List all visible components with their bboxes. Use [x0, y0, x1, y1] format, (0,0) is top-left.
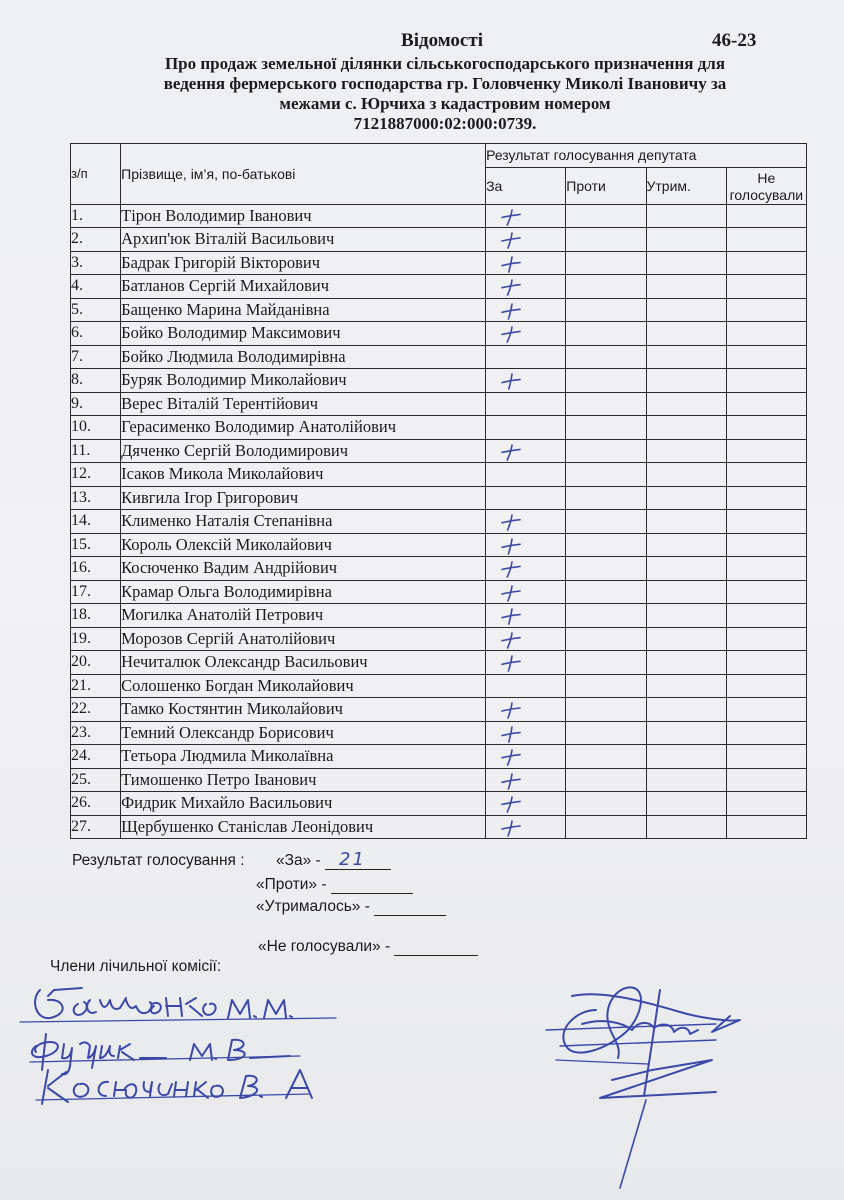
row-number: 17.	[71, 580, 121, 604]
row-number: 15.	[71, 533, 121, 557]
row-number: 22.	[71, 698, 121, 722]
column-header-name: Прізвище, ім’я, по-батькові	[121, 144, 486, 205]
summary-for-value: 21	[339, 849, 366, 870]
deputy-name: Бойко Володимир Максимович	[121, 322, 486, 346]
row-number: 20.	[71, 651, 121, 675]
row-number: 18.	[71, 604, 121, 628]
row-number: 21.	[71, 674, 121, 698]
row-number: 1.	[71, 204, 121, 228]
deputy-name: Клименко Наталія Степанівна	[121, 510, 486, 534]
row-number: 27.	[71, 815, 121, 839]
deputy-name: Тимошенко Петро Іванович	[121, 768, 486, 792]
row-number: 6.	[71, 322, 121, 346]
row-number: 25.	[71, 768, 121, 792]
column-header-abstain: Утрим.	[646, 167, 726, 204]
deputy-name: Нечиталюк Олександр Васильович	[121, 651, 486, 675]
row-number: 2.	[71, 228, 121, 252]
deputy-name: Буряк Володимир Миколайович	[121, 369, 486, 393]
row-number: 24.	[71, 745, 121, 769]
subtitle-line: ведення фермерського господарства гр. Головченку Миколі Івановичу за	[163, 74, 727, 93]
row-number: 8.	[71, 369, 121, 393]
deputy-name: Ісаков Микола Миколайович	[121, 463, 486, 487]
summary-against-label: «Проти» -	[256, 876, 327, 893]
row-number: 19.	[71, 627, 121, 651]
column-header-not-voted: Не голосували	[726, 167, 806, 204]
row-number: 10.	[71, 416, 121, 440]
deputy-name: Фидрик Михайло Васильович	[121, 792, 486, 816]
summary-label: Результат голосування :	[72, 852, 245, 869]
column-header-for: За	[486, 167, 566, 204]
deputy-name: Король Олексій Миколайович	[121, 533, 486, 557]
document-number: 46-23	[712, 30, 757, 51]
deputy-name: Крамар Ольга Володимирівна	[121, 580, 486, 604]
row-number: 12.	[71, 463, 121, 487]
summary-for-label: «За» -	[276, 852, 321, 869]
deputy-name: Кивгила Ігор Григорович	[121, 486, 486, 510]
deputy-name: Бойко Людмила Володимирівна	[121, 345, 486, 369]
deputy-name: Могилка Анатолій Петрович	[121, 604, 486, 628]
subtitle-line: Про продаж земельної ділянки сільськогосподарського призначення для	[164, 54, 726, 73]
deputy-name: Солошенко Богдан Миколайович	[121, 674, 486, 698]
deputy-name: Бащенко Марина Майданівна	[121, 298, 486, 322]
row-number: 5.	[71, 298, 121, 322]
deputy-name: Герасименко Володимир Анатолійович	[121, 416, 486, 440]
row-number: 26.	[71, 792, 121, 816]
deputy-name: Темний Олександр Борисович	[121, 721, 486, 745]
deputy-name: Верес Віталій Терентійович	[121, 392, 486, 416]
signature-chairman	[546, 987, 740, 1188]
document-title-text: Відомості	[401, 30, 483, 51]
deputy-name: Бадрак Григорій Вікторович	[121, 251, 486, 275]
subtitle-line: 7121887000:02:000:0739.	[353, 114, 537, 133]
row-number: 7.	[71, 345, 121, 369]
deputy-name: Тамко Костянтин Миколайович	[121, 698, 486, 722]
deputy-name: Батланов Сергій Михайлович	[121, 275, 486, 299]
row-number: 11.	[71, 439, 121, 463]
row-number: 4.	[71, 275, 121, 299]
row-number: 16.	[71, 557, 121, 581]
deputy-name: Дяченко Сергій Володимирович	[121, 439, 486, 463]
column-header-result: Результат голосування депутата	[486, 144, 807, 168]
row-number: 23.	[71, 721, 121, 745]
deputy-name: Тетьора Людмила Миколаївна	[121, 745, 486, 769]
row-number: 9.	[71, 392, 121, 416]
summary-not-voted-label: «Не голосували» -	[258, 938, 391, 955]
commission-label: Члени лічильної комісії:	[50, 958, 222, 975]
deputy-name: Тірон Володимир Іванович	[121, 204, 486, 228]
deputy-name: Морозов Сергій Анатолійович	[121, 627, 486, 651]
column-header-against: Проти	[566, 167, 646, 204]
row-number: 3.	[71, 251, 121, 275]
summary-abstain-label: «Утрималось» -	[256, 898, 370, 915]
row-number: 14.	[71, 510, 121, 534]
deputy-name: Щербушенко Станіслав Леонідович	[121, 815, 486, 839]
signature-member-1	[20, 988, 336, 1022]
subtitle-line: межами с. Юрчиха з кадастровим номером	[279, 94, 611, 113]
row-number: 13.	[71, 486, 121, 510]
column-header-number: з/п	[71, 144, 121, 205]
deputy-name: Архип'юк Віталій Васильович	[121, 228, 486, 252]
signature-member-2	[30, 1034, 300, 1074]
deputy-name: Косюченко Вадим Андрійович	[121, 557, 486, 581]
signature-member-3	[36, 1070, 312, 1104]
